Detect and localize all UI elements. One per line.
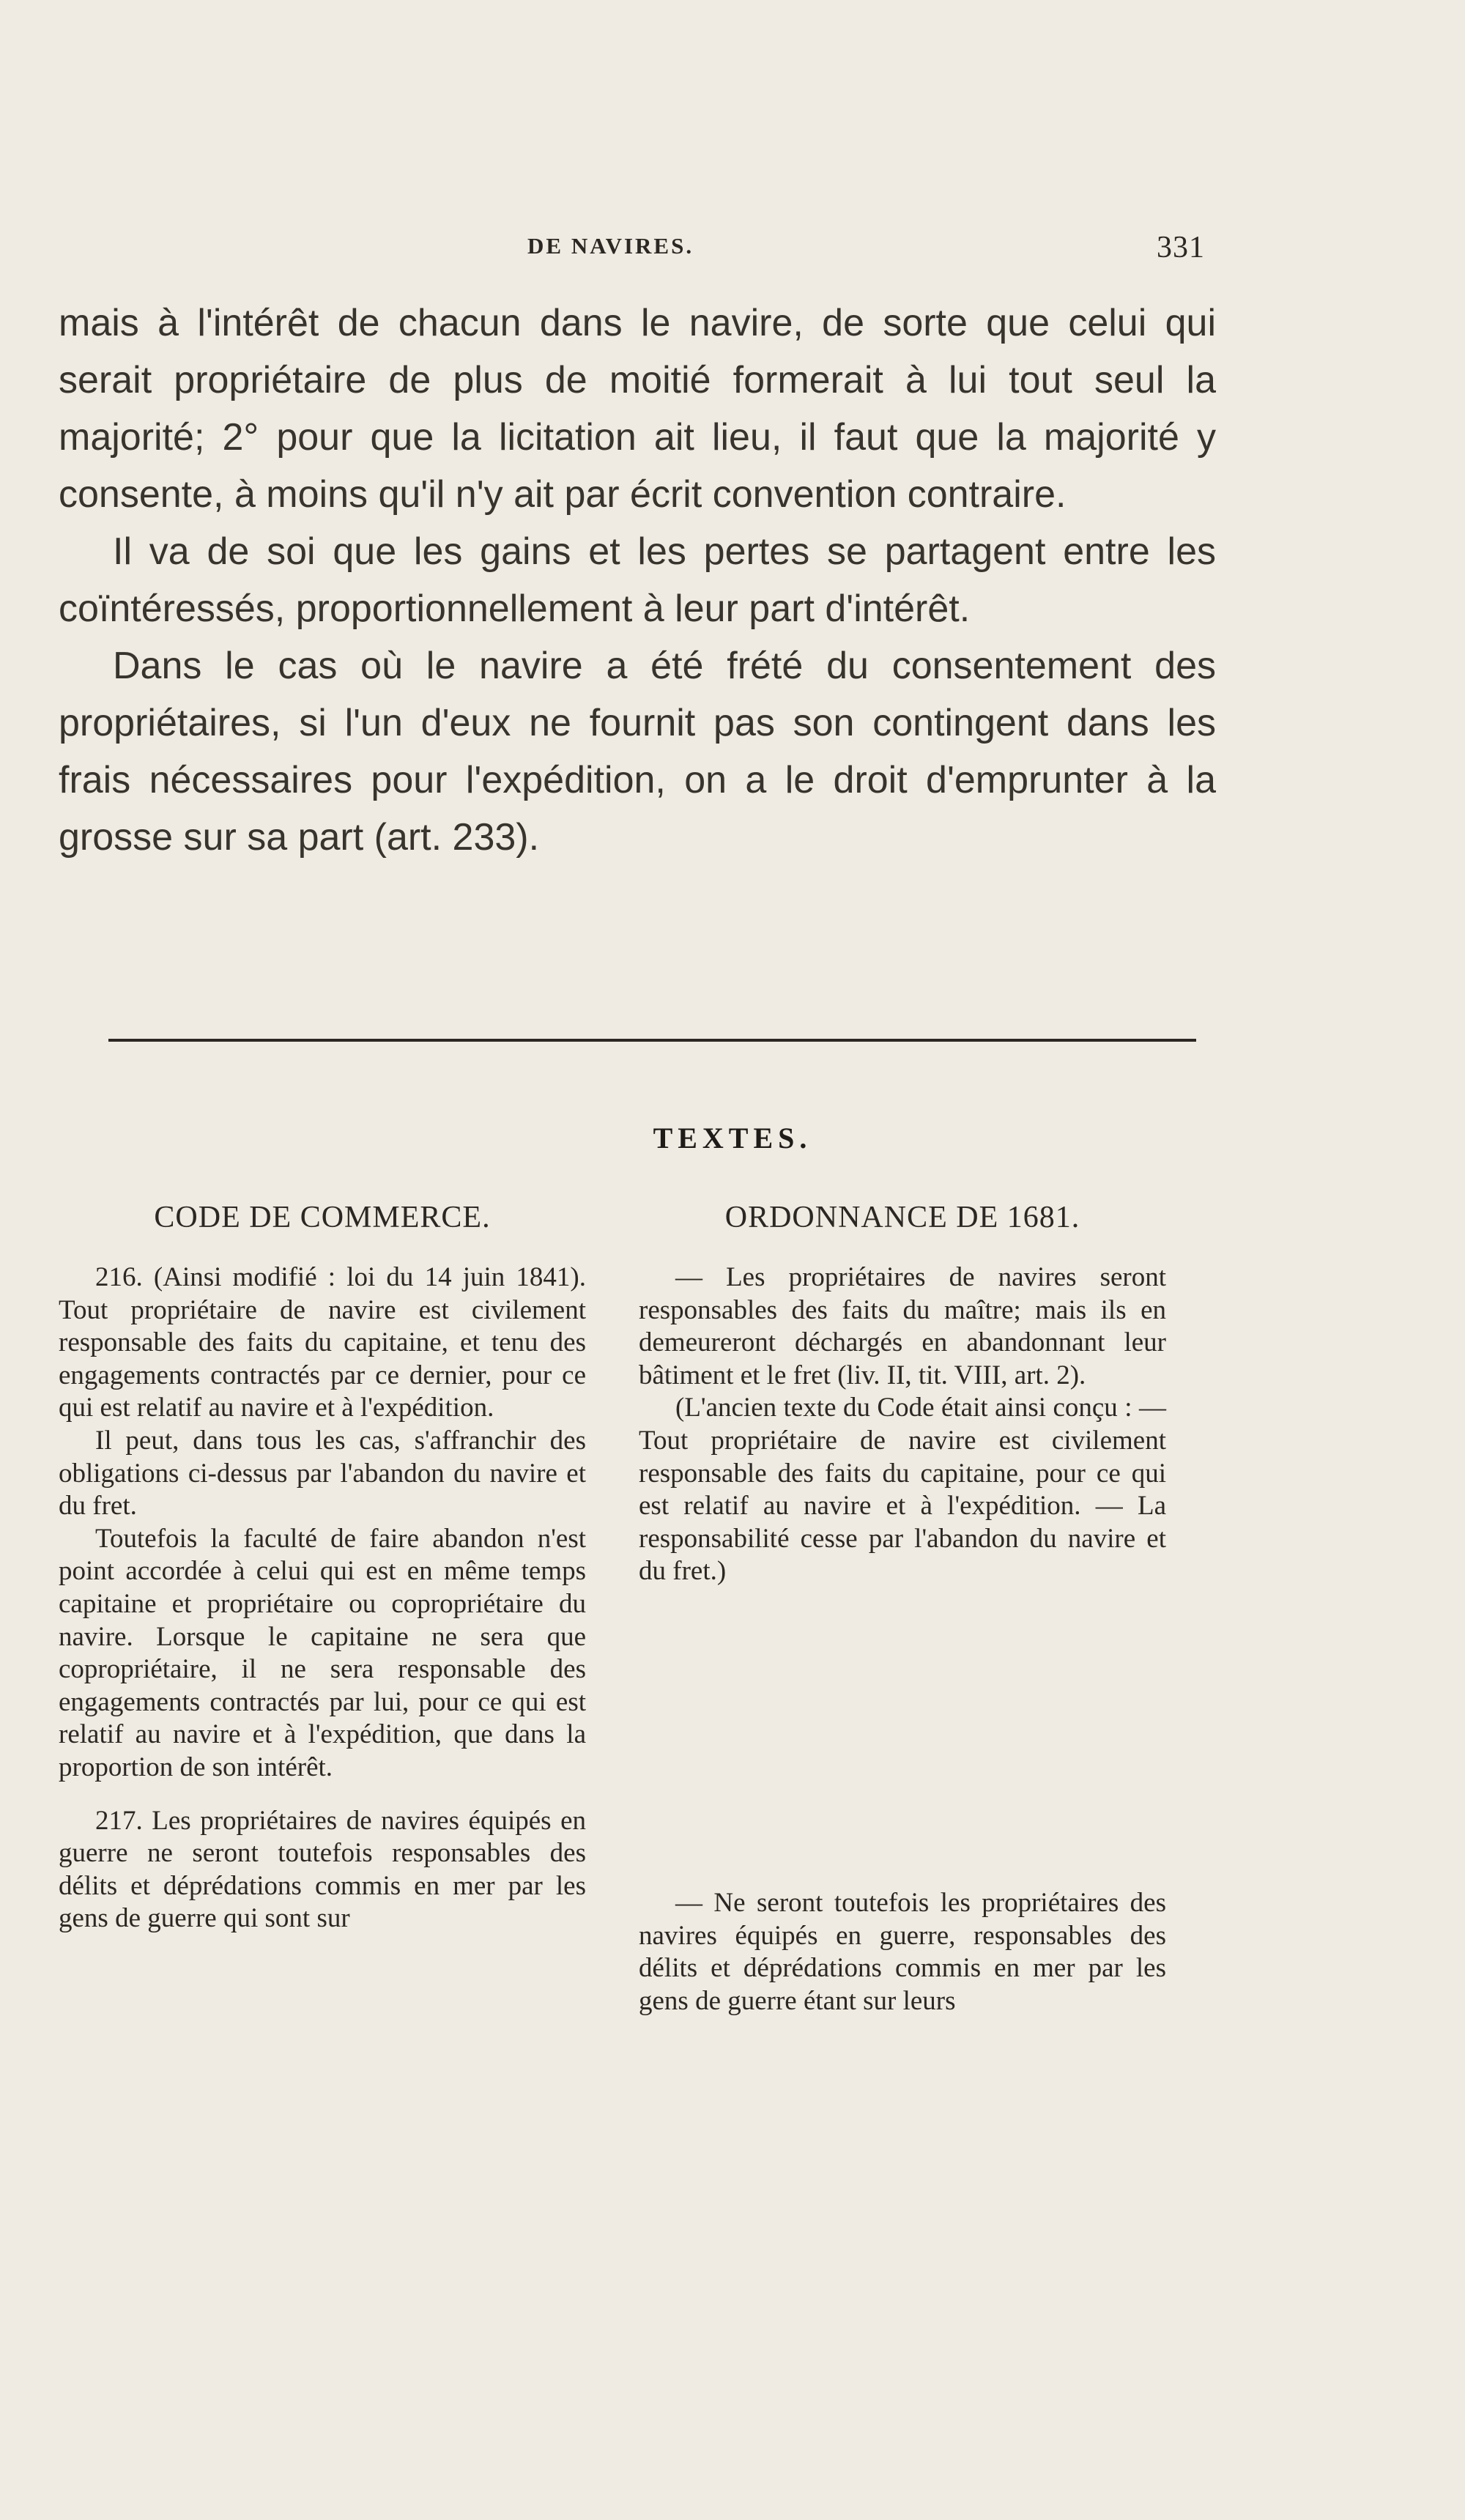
article-216-paragraph-1: 216. (Ainsi modifié : loi du 14 juin 1841). Tout propriétaire de navire est civilement responsable des faits du capitaine, et tenu des engagements contractés par ce dernier, pour ce qui est relatif au navire et à l'expédition. [59,1262,586,1423]
page-number: 331 [1157,231,1205,264]
running-head-title: DE NAVIRES. [527,233,694,259]
intro-paragraph-1: mais à l'intérêt de chacun dans le navire, de sorte que celui qui serait propriétaire de plus de moitié formerait à lui tout seul la majorité; 2° pour que la licitation ait lieu, il faut que la majorité y consente, à moins qu'il n'y ait par écrit convention contraire. [59,302,1216,516]
article-216-paragraph-3: Toutefois la faculté de faire abandon n'est point accordée à celui qui est en même temps capitaine et propriétaire ou copropriétaire du navire. Lorsque le capitaine ne sera que copropriétaire, il ne sera responsable des engagements contractés par lui, pour ce qui est relatif au navire et à l'expédition, que dans la proportion de son intérêt. [59,1523,586,1782]
ordonnance-paragraph-1: — Les propriétaires de navires seront responsables des faits du maître; mais ils en demeureront déchargés en abandonnant leur bâtiment et le fret (liv. II, tit. VIII, art. 2). [639,1262,1166,1390]
ordonnance-paragraph-2: (L'ancien texte du Code était ainsi conçu : — Tout propriétaire de navire est civilement responsable des faits du capitaine, pour ce qui est relatif au navire et à l'expédition. — La responsabilité cesse par l'abandon du navire et du fret.) [639,1393,1166,1587]
code-de-commerce-column [59,1200,586,1935]
right-column-heading: ORDONNANCE DE 1681. [724,1201,1080,1234]
ordonnance-1681-column [639,1200,1166,2017]
article-217-paragraph-1: 217. Les propriétaires de navires équipés en guerre ne seront toutefois responsables des délits et déprédations commis en mer par les gens de guerre qui sont sur [59,1805,586,1934]
intro-paragraph-2: Il va de soi que les gains et les pertes se partagent entre les coïntéressés, proportionnellement à leur part d'intérêt. [59,530,1216,630]
spacer [59,1785,586,1805]
spacer [639,1588,1166,1887]
intro-paragraph-3: Dans le cas où le navire a été frété du consentement des propriétaires, si l'un d'eux ne fournit pas son contingent dans les frais nécessaires pour l'expédition, on a le droit d'emprunter à la grosse sur sa part (art. 233). [59,645,1216,859]
left-column-heading: CODE DE COMMERCE. [154,1201,491,1234]
section-divider [108,1039,1196,1042]
ordonnance-paragraph-3: — Ne seront toutefois les propriétaires des navires équipés en guerre, responsables des délits et déprédations commis en mer par les gens de guerre étant sur leurs [639,1887,1166,2016]
article-216-paragraph-2: Il peut, dans tous les cas, s'affranchir des obligations ci-dessus par l'abandon du navire et du fret. [59,1425,586,1522]
section-title: TEXTES. [653,1122,812,1155]
running-head [157,233,1205,268]
intro-text [59,294,1216,866]
